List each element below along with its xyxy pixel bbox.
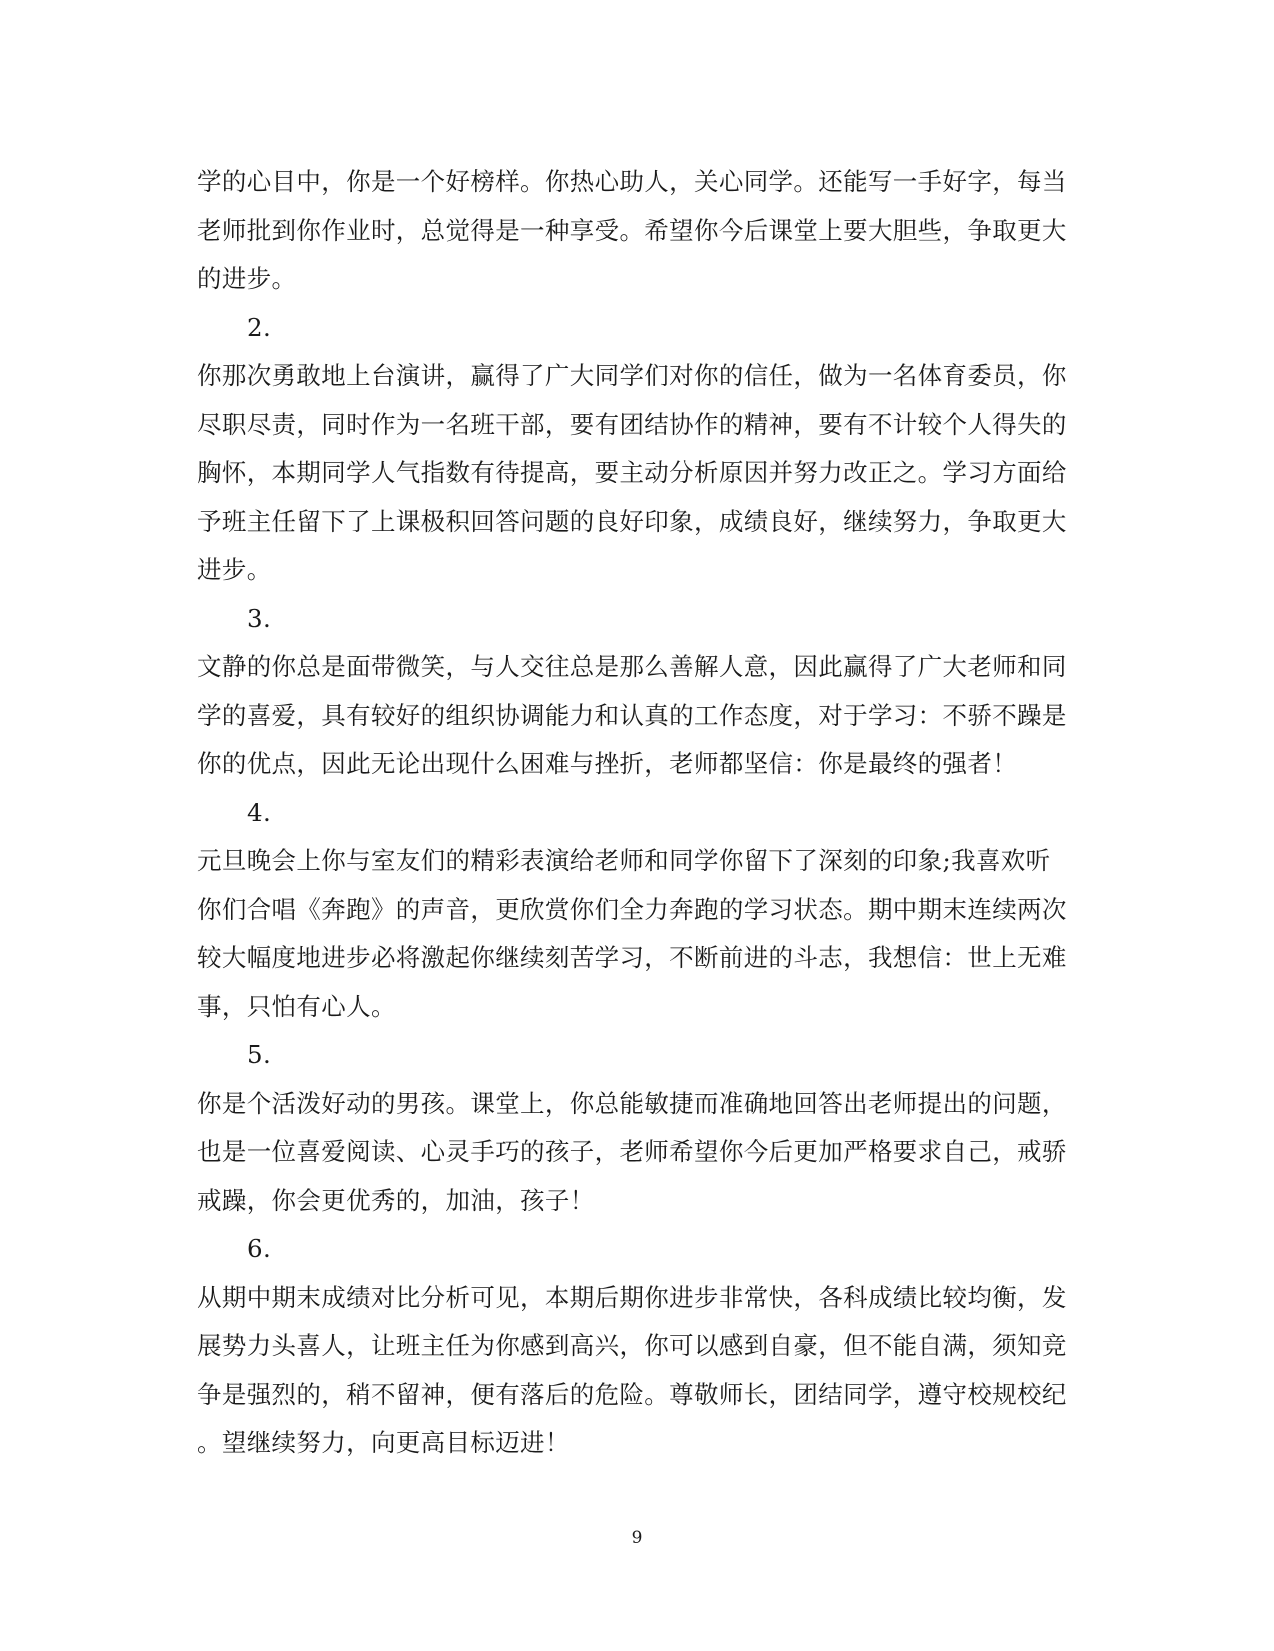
item-number: 6.: [247, 1234, 272, 1263]
item-number: 2.: [247, 312, 272, 342]
text-line: 戒躁，你会更优秀的，加油，孩子！: [197, 1185, 595, 1215]
text-line: 学的心目中，你是一个好榜样。你热心助人，关心同学。还能写一手好字，每当: [197, 167, 1067, 196]
text-line: 也是一位喜爱阅读、心灵手巧的孩子，老师希望你今后更加严格要求自己，戒骄: [197, 1137, 1067, 1166]
text-line: 尽职尽责，同时作为一名班干部，要有团结协作的精神，要有不计较个人得失的: [197, 409, 1067, 439]
text-line: 你那次勇敢地上台演讲，赢得了广大同学们对你的信任，做为一名体育委员，你: [197, 361, 1067, 390]
text-line: 你是个活泼好动的男孩。课堂上，你总能敏捷而准确地回答出老师提出的问题，: [197, 1088, 1067, 1118]
item-number: 3.: [247, 603, 272, 633]
text-line: 元旦晚会上你与室友们的精彩表演给老师和同学你留下了深刻的印象;我喜欢听: [197, 846, 1051, 875]
text-line: 文静的你总是面带微笑，与人交往总是那么善解人意，因此赢得了广大老师和同: [197, 652, 1067, 681]
text-line: 你的优点，因此无论出现什么困难与挫折，老师都坚信：你是最终的强者！: [197, 749, 1018, 778]
text-line: 争是强烈的，稍不留神，便有落后的危险。尊敬师长，团结同学，遵守校规校纪: [197, 1379, 1067, 1409]
text-line: 事，只怕有心人。: [197, 991, 396, 1021]
item-number: 5.: [247, 1040, 272, 1069]
text-line: 从期中期末成绩对比分析可见，本期后期你进步非常快，各科成绩比较均衡，发: [197, 1282, 1067, 1312]
text-line: 进步。: [197, 555, 272, 584]
text-line: 较大幅度地进步必将激起你继续刻苦学习，不断前进的斗志，我想信：世上无难: [197, 943, 1067, 972]
item-number: 4.: [247, 797, 272, 827]
text-line: 予班主任留下了上课极积回答问题的良好印象，成绩良好，继续努力，争取更大: [197, 506, 1067, 536]
text-line: 。望继续努力，向更高目标迈进！: [197, 1428, 570, 1457]
text-line: 胸怀，本期同学人气指数有待提高，要主动分析原因并努力改正之。学习方面给: [197, 458, 1067, 487]
text-line: 的进步。: [197, 264, 297, 293]
page-number: 9: [631, 1528, 643, 1548]
text-line: 展势力头喜人，让班主任为你感到高兴，你可以感到自豪，但不能自满，须知竞: [197, 1331, 1067, 1360]
text-line: 你们合唱《奔跑》的声音，更欣赏你们全力奔跑的学习状态。期中期末连续两次: [197, 894, 1067, 924]
body-text: [197, 158, 1072, 1468]
text-line: 老师批到你作业时，总觉得是一种享受。希望你今后课堂上要大胆些，争取更大: [197, 215, 1067, 245]
text-line: 学的喜爱，具有较好的组织协调能力和认真的工作态度，对于学习：不骄不躁是: [197, 700, 1067, 730]
